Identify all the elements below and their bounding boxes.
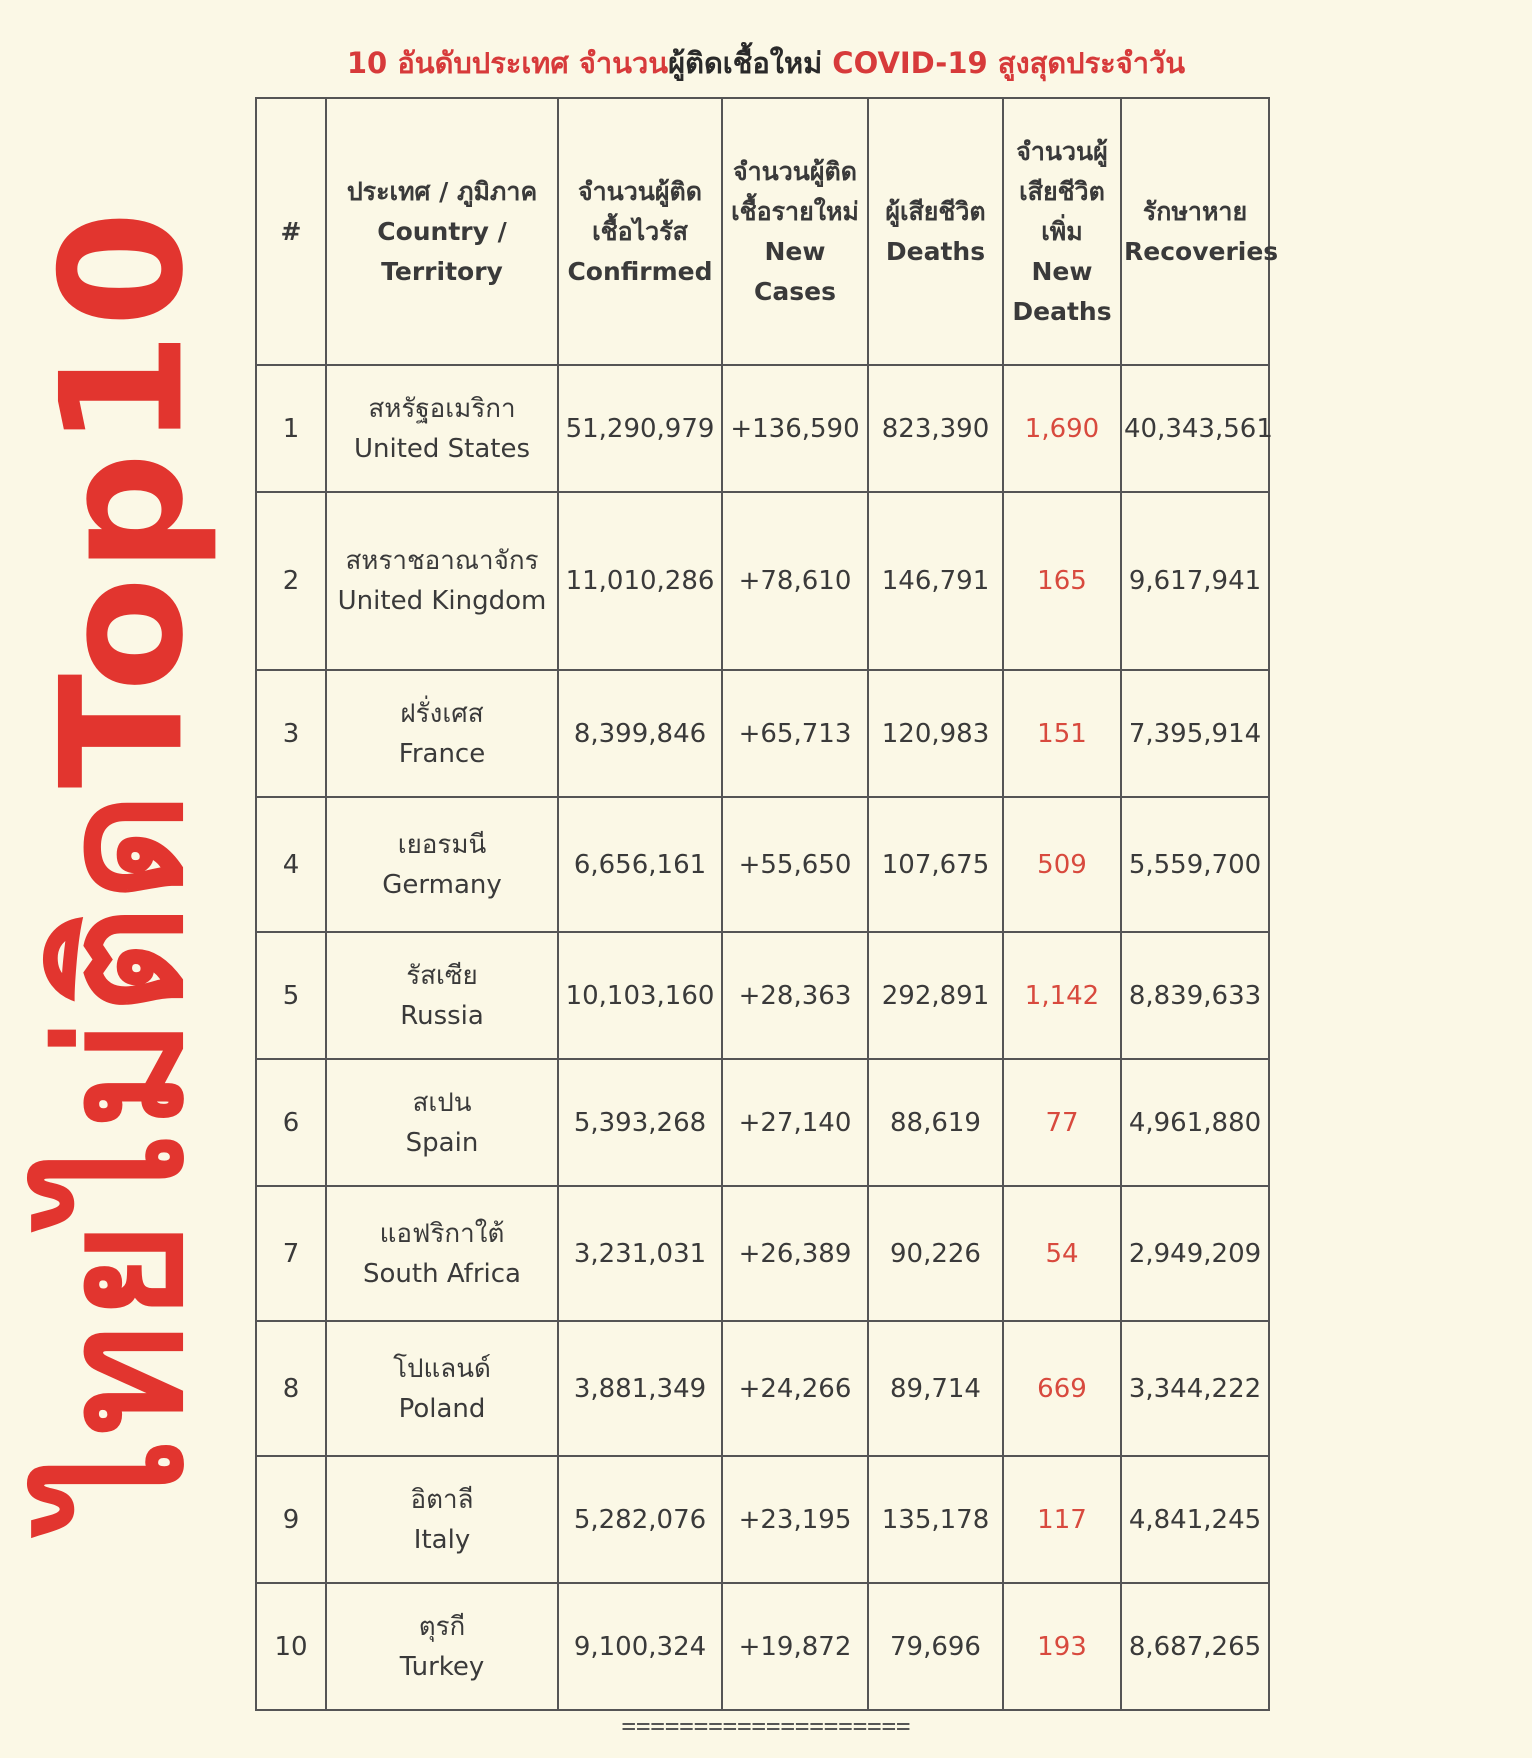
cell-new-cases: +78,610 bbox=[722, 492, 868, 670]
cell-new-cases: +19,872 bbox=[722, 1583, 868, 1710]
cell-confirmed: 5,393,268 bbox=[558, 1059, 722, 1186]
cell-confirmed: 3,231,031 bbox=[558, 1186, 722, 1321]
cell-rank: 3 bbox=[256, 670, 326, 797]
cell-rank: 9 bbox=[256, 1456, 326, 1583]
country-th: โปแลนด์ bbox=[393, 1353, 491, 1384]
footer-divider: ==================== bbox=[621, 1712, 911, 1740]
country-th: ตุรกี bbox=[418, 1611, 466, 1642]
header-country bbox=[326, 98, 558, 365]
cell-confirmed: 10,103,160 bbox=[558, 932, 722, 1059]
cell-recoveries: 7,395,914 bbox=[1121, 670, 1269, 797]
header-confirmed-th: จำนวนผู้ติดเชื้อไวรัส bbox=[577, 176, 703, 246]
country-th: สเปน bbox=[412, 1087, 472, 1118]
country-en: Spain bbox=[405, 1127, 479, 1158]
cell-country bbox=[326, 932, 558, 1059]
cell-country bbox=[326, 797, 558, 932]
cell-country bbox=[326, 1583, 558, 1710]
table-row bbox=[256, 1456, 1269, 1583]
cell-recoveries: 8,839,633 bbox=[1121, 932, 1269, 1059]
cell-deaths: 146,791 bbox=[868, 492, 1003, 670]
title-part-1: 10 อันดับประเทศ จำนวน bbox=[346, 46, 669, 80]
country-en: Germany bbox=[382, 869, 502, 900]
country-en: France bbox=[398, 738, 486, 769]
header-new-deaths-th: จำนวนผู้เสียชีวิตเพิ่ม bbox=[1016, 136, 1108, 246]
cell-confirmed: 51,290,979 bbox=[558, 365, 722, 492]
cell-new-deaths: 54 bbox=[1003, 1186, 1121, 1321]
cell-confirmed: 9,100,324 bbox=[558, 1583, 722, 1710]
cell-new-deaths: 117 bbox=[1003, 1456, 1121, 1583]
cell-new-deaths: 165 bbox=[1003, 492, 1121, 670]
cell-confirmed: 3,881,349 bbox=[558, 1321, 722, 1456]
cell-new-cases: +28,363 bbox=[722, 932, 868, 1059]
cell-rank: 8 bbox=[256, 1321, 326, 1456]
cell-country bbox=[326, 1456, 558, 1583]
header-recoveries bbox=[1121, 98, 1279, 365]
cell-rank: 6 bbox=[256, 1059, 326, 1186]
cell-confirmed: 6,656,161 bbox=[558, 797, 722, 932]
country-th: สหราชอาณาจักร bbox=[345, 546, 539, 576]
country-en: South Africa bbox=[363, 1258, 521, 1289]
country-th: รัสเซีย bbox=[406, 960, 478, 991]
table-row bbox=[256, 1321, 1269, 1456]
header-rank: # bbox=[256, 98, 326, 365]
cell-new-deaths: 193 bbox=[1003, 1583, 1121, 1710]
cell-country bbox=[326, 492, 558, 670]
country-th: อิตาลี bbox=[410, 1484, 474, 1515]
cell-new-cases: +24,266 bbox=[722, 1321, 868, 1456]
cell-deaths: 79,696 bbox=[868, 1583, 1003, 1710]
header-new-deaths-en: New Deaths bbox=[1012, 256, 1112, 326]
table-row bbox=[256, 932, 1269, 1059]
cell-recoveries: 40,343,561 bbox=[1121, 365, 1269, 492]
title-part-2: ผู้ติดเชื้อใหม่ bbox=[668, 46, 823, 80]
country-th: แอฟริกาใต้ bbox=[379, 1218, 505, 1249]
country-en: Turkey bbox=[399, 1651, 485, 1682]
header-new-cases bbox=[722, 98, 868, 365]
vertical-banner bbox=[0, 206, 245, 1524]
page-title bbox=[0, 40, 1532, 86]
country-en: Poland bbox=[398, 1393, 486, 1424]
cell-deaths: 823,390 bbox=[868, 365, 1003, 492]
cell-deaths: 88,619 bbox=[868, 1059, 1003, 1186]
cell-new-deaths: 509 bbox=[1003, 797, 1121, 932]
header-row bbox=[256, 98, 1269, 365]
header-recoveries-th: รักษาหาย bbox=[1142, 196, 1248, 226]
cell-deaths: 90,226 bbox=[868, 1186, 1003, 1321]
cell-confirmed: 11,010,286 bbox=[558, 492, 722, 670]
cell-recoveries: 9,617,941 bbox=[1121, 492, 1269, 670]
cell-rank: 10 bbox=[256, 1583, 326, 1710]
cell-country bbox=[326, 1186, 558, 1321]
banner-text: ไทยไม่ติดTop10 bbox=[24, 206, 221, 1524]
cell-deaths: 135,178 bbox=[868, 1456, 1003, 1583]
cell-new-cases: +136,590 bbox=[722, 365, 868, 492]
cell-deaths: 89,714 bbox=[868, 1321, 1003, 1456]
country-th: เยอรมนี bbox=[397, 829, 487, 860]
cell-rank: 1 bbox=[256, 365, 326, 492]
cell-recoveries: 3,344,222 bbox=[1121, 1321, 1269, 1456]
cell-recoveries: 4,961,880 bbox=[1121, 1059, 1269, 1186]
table-row bbox=[256, 1186, 1269, 1321]
table-row bbox=[256, 1059, 1269, 1186]
country-en: United Kingdom bbox=[337, 586, 547, 616]
cell-confirmed: 5,282,076 bbox=[558, 1456, 722, 1583]
country-en: United States bbox=[353, 433, 531, 464]
cell-recoveries: 2,949,209 bbox=[1121, 1186, 1269, 1321]
cell-deaths: 107,675 bbox=[868, 797, 1003, 932]
cell-confirmed: 8,399,846 bbox=[558, 670, 722, 797]
cell-recoveries: 8,687,265 bbox=[1121, 1583, 1269, 1710]
country-th: สหรัฐอเมริกา bbox=[368, 393, 516, 424]
cell-country bbox=[326, 670, 558, 797]
country-th: ฝรั่งเศส bbox=[400, 698, 484, 729]
header-deaths-th: ผู้เสียชีวิต bbox=[885, 196, 986, 226]
cell-new-cases: +23,195 bbox=[722, 1456, 868, 1583]
table-row bbox=[256, 492, 1269, 670]
table-row bbox=[256, 365, 1269, 492]
cell-new-deaths: 1,142 bbox=[1003, 932, 1121, 1059]
header-deaths bbox=[868, 98, 1003, 365]
header-confirmed-en: Confirmed bbox=[567, 256, 713, 286]
header-new-deaths bbox=[1003, 98, 1121, 365]
cell-new-cases: +26,389 bbox=[722, 1186, 868, 1321]
cell-recoveries: 5,559,700 bbox=[1121, 797, 1269, 932]
header-new-cases-en: New Cases bbox=[754, 236, 836, 306]
table-row bbox=[256, 670, 1269, 797]
country-en: Russia bbox=[400, 1000, 484, 1031]
header-country-th: ประเทศ / ภูมิภาค bbox=[346, 176, 538, 206]
cell-rank: 4 bbox=[256, 797, 326, 932]
title-part-3: COVID-19 สูงสุดประจำวัน bbox=[822, 46, 1186, 80]
table-row bbox=[256, 1583, 1269, 1710]
cell-recoveries: 4,841,245 bbox=[1121, 1456, 1269, 1583]
cell-new-deaths: 151 bbox=[1003, 670, 1121, 797]
country-en: Italy bbox=[413, 1524, 471, 1555]
cell-new-cases: +65,713 bbox=[722, 670, 868, 797]
cell-deaths: 120,983 bbox=[868, 670, 1003, 797]
cell-new-deaths: 1,690 bbox=[1003, 365, 1121, 492]
cell-new-deaths: 77 bbox=[1003, 1059, 1121, 1186]
header-country-en: Country / Territory bbox=[377, 216, 507, 286]
cell-country bbox=[326, 365, 558, 492]
cell-new-cases: +55,650 bbox=[722, 797, 868, 932]
cell-new-cases: +27,140 bbox=[722, 1059, 868, 1186]
table-row bbox=[256, 797, 1269, 932]
cell-country bbox=[326, 1059, 558, 1186]
cell-new-deaths: 669 bbox=[1003, 1321, 1121, 1456]
cell-deaths: 292,891 bbox=[868, 932, 1003, 1059]
cell-country bbox=[326, 1321, 558, 1456]
header-new-cases-th: จำนวนผู้ติดเชื้อรายใหม่ bbox=[731, 156, 859, 226]
cell-rank: 5 bbox=[256, 932, 326, 1059]
covid-table bbox=[255, 97, 1279, 1711]
header-recoveries-en: Recoveries bbox=[1124, 236, 1279, 266]
cell-rank: 7 bbox=[256, 1186, 326, 1321]
header-deaths-en: Deaths bbox=[885, 236, 986, 266]
header-confirmed bbox=[558, 98, 722, 365]
cell-rank: 2 bbox=[256, 492, 326, 670]
